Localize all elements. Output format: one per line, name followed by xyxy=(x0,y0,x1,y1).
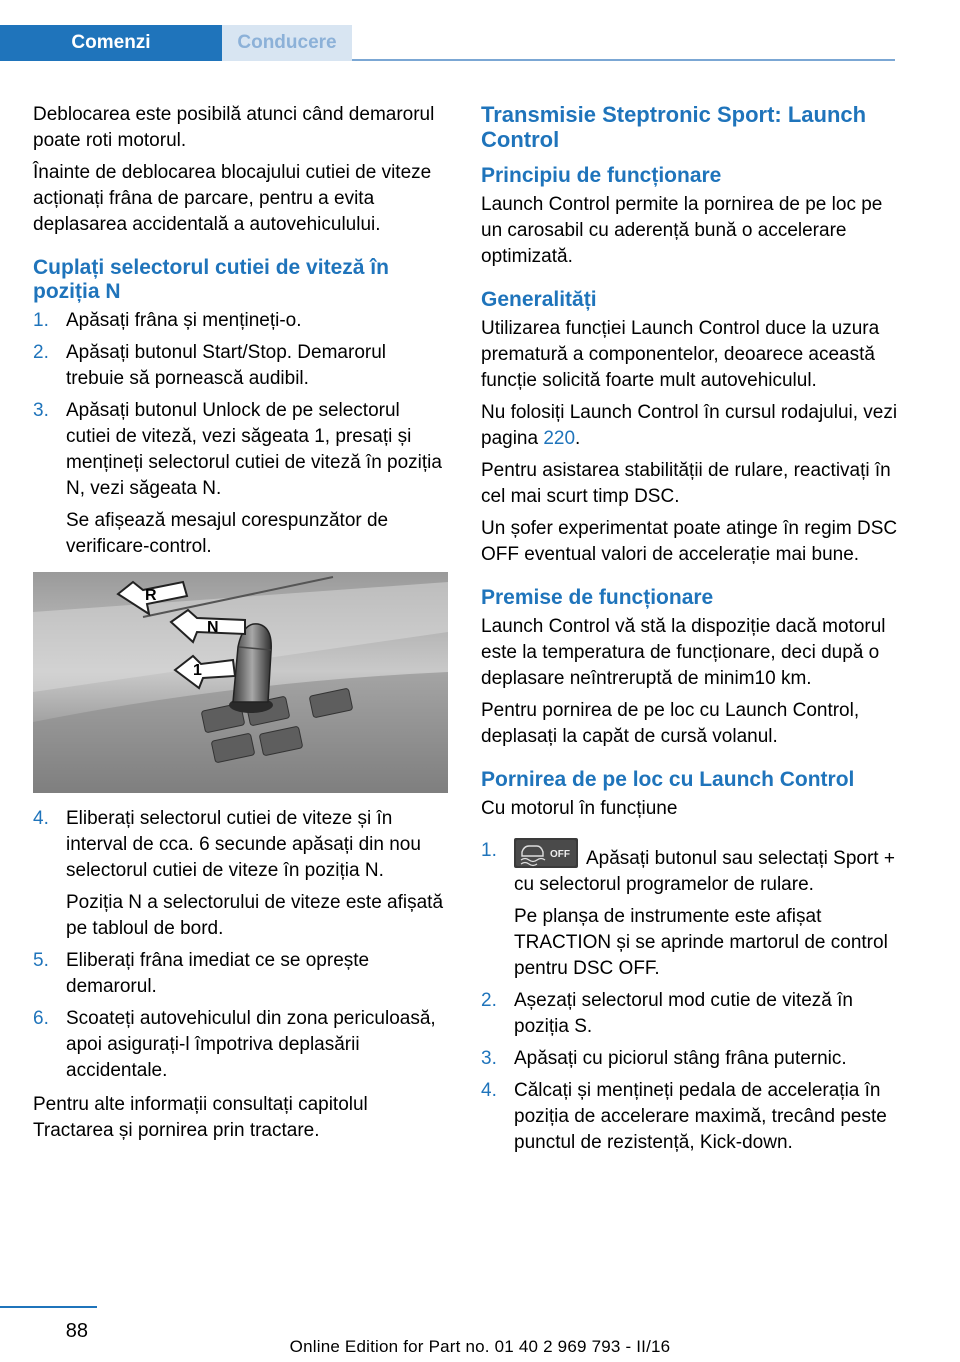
paragraph: Pentru alte informații consultați capitolul Tractarea și pornirea prin tractare. xyxy=(33,1094,368,1141)
step-text: Eliberați frâna imediat ce se oprește demarorul. xyxy=(66,950,370,997)
section-heading: Principiu de funcționare xyxy=(481,164,722,187)
page-title: Transmisie Steptronic Sport: Launch Control xyxy=(481,102,867,152)
page-number: 88 xyxy=(65,1320,88,1342)
steps-list xyxy=(33,308,448,560)
page-link[interactable]: 220 xyxy=(543,428,576,449)
chapter-tab-bar xyxy=(0,25,895,61)
section-heading: Premise de funcționare xyxy=(481,586,714,609)
list-item xyxy=(33,1006,448,1084)
list-item xyxy=(481,838,899,982)
arrow-n-label: N xyxy=(207,619,219,636)
section-heading: Pornirea de pe loc cu Launch Control xyxy=(481,768,855,791)
step-text: Eliberați selectorul cutiei de viteze și în interval de cca. 6 secunde apăsați din nou selectorul cutiei de viteze în poziția N. xyxy=(66,808,421,881)
step-text: Scoateți autovehiculul din zona periculoasă, apoi asigurați-l împotriva deplasării accidentale. xyxy=(66,1008,436,1081)
tab-conducere[interactable]: Conducere xyxy=(222,25,352,61)
step-note: Pe planșa de instrumente este afișat TRACTION și se aprinde martorul de control pentru DSC OFF. xyxy=(514,906,888,979)
step-text: Apăsați butonul sau selectați Sport + cu selectorul programelor de rulare. xyxy=(514,848,895,895)
step-text: Călcați și mențineți pedala de accelerația în poziția de accelerare maximă, trecând peste punctul de rezistență, Kick-down. xyxy=(514,1080,887,1153)
step-text: Apăsați butonul Unlock de pe selectorul cutiei de viteză, vezi săgeata 1, presați și mențineți selectorul cutiei de viteză în poziția N, vezi săgeata N. xyxy=(66,400,442,499)
step-number: 6. xyxy=(33,1008,49,1029)
list-item xyxy=(481,988,899,1040)
list-item xyxy=(33,340,448,392)
step-number: 1. xyxy=(481,840,497,861)
arrow-1-label: 1 xyxy=(193,662,202,679)
paragraph: Launch Control permite la pornirea de pe loc pe un carosabil cu aderență bună o accelerare optimizată. xyxy=(481,194,883,267)
step-number: 2. xyxy=(481,990,497,1011)
edition-info: Online Edition for Part no. 01 40 2 969 793 - II/16 xyxy=(289,1337,671,1356)
step-text: Apăsați butonul Start/Stop. Demarorul trebuie să pornească audibil. xyxy=(66,342,387,389)
step-text: Apăsați cu piciorul stâng frâna puternic. xyxy=(514,1048,847,1069)
text: Nu folosiți Launch Control în cursul rodajului, vezi pagina xyxy=(481,402,898,449)
step-number: 3. xyxy=(481,1048,497,1069)
tab-comenzi[interactable]: Comenzi xyxy=(0,25,222,61)
text: . xyxy=(575,428,581,449)
step-text: Așezați selectorul mod cutie de viteză în poziția S. xyxy=(514,990,854,1037)
paragraph: Utilizarea funcției Launch Control duce la uzura prematură a componentelor, deoarece această funcție solicită foarte mult autovehiculul. xyxy=(481,318,880,391)
footer-rule xyxy=(0,1306,97,1308)
paragraph: Un șofer experimentat poate atinge în regim DSC OFF eventual valori de accelerație mai bune. xyxy=(481,518,898,565)
paragraph: Pentru asistarea stabilității de rulare, reactivați în cel mai scurt timp DSC. xyxy=(481,460,891,507)
paragraph: Deblocarea este posibilă atunci când demarorul poate roti motorul. xyxy=(33,104,435,151)
list-item xyxy=(33,948,448,1000)
section-heading: Cuplați selectorul cutiei de viteză în poziția N xyxy=(33,256,389,303)
left-column xyxy=(33,102,448,1150)
step-number: 2. xyxy=(33,342,49,363)
paragraph: Înainte de deblocarea blocajului cutiei de viteze acționați frâna de parcare, pentru a evita deplasarea accidentală a autovehiculului. xyxy=(33,162,432,235)
gear-selector-photo xyxy=(33,572,448,793)
paragraph: Pentru pornirea de pe loc cu Launch Control, deplasați la capăt de cursă volanul. xyxy=(481,700,860,747)
right-column xyxy=(481,102,899,1164)
dsc-off-icon xyxy=(514,838,578,868)
step-number: 4. xyxy=(33,808,49,829)
list-item xyxy=(33,308,448,334)
step-number: 3. xyxy=(33,400,49,421)
step-note: Se afișează mesajul corespunzător de verificare-control. xyxy=(66,510,389,557)
list-item xyxy=(481,1078,899,1156)
list-item xyxy=(481,1046,899,1072)
step-number: 4. xyxy=(481,1080,497,1101)
arrow-r-label: R xyxy=(145,587,157,604)
list-item xyxy=(33,806,448,942)
list-item xyxy=(33,398,448,560)
paragraph: Launch Control vă stă la dispoziție dacă motorul este la temperatura de funcționare, deci după o deplasare neîntreruptă de minim10 km. xyxy=(481,616,886,689)
paragraph: Cu motorul în funcțiune xyxy=(481,798,678,819)
paragraph xyxy=(481,400,899,452)
section-heading: Generalități xyxy=(481,288,597,311)
step-number: 5. xyxy=(33,950,49,971)
step-text: Apăsați frâna și mențineți-o. xyxy=(66,310,302,331)
step-number: 1. xyxy=(33,310,49,331)
step-note: Poziția N a selectorului de viteze este afișată pe tabloul de bord. xyxy=(66,892,444,939)
steps-list xyxy=(481,838,899,1156)
icon-off-label: OFF xyxy=(550,849,570,860)
steps-list xyxy=(33,806,448,1084)
